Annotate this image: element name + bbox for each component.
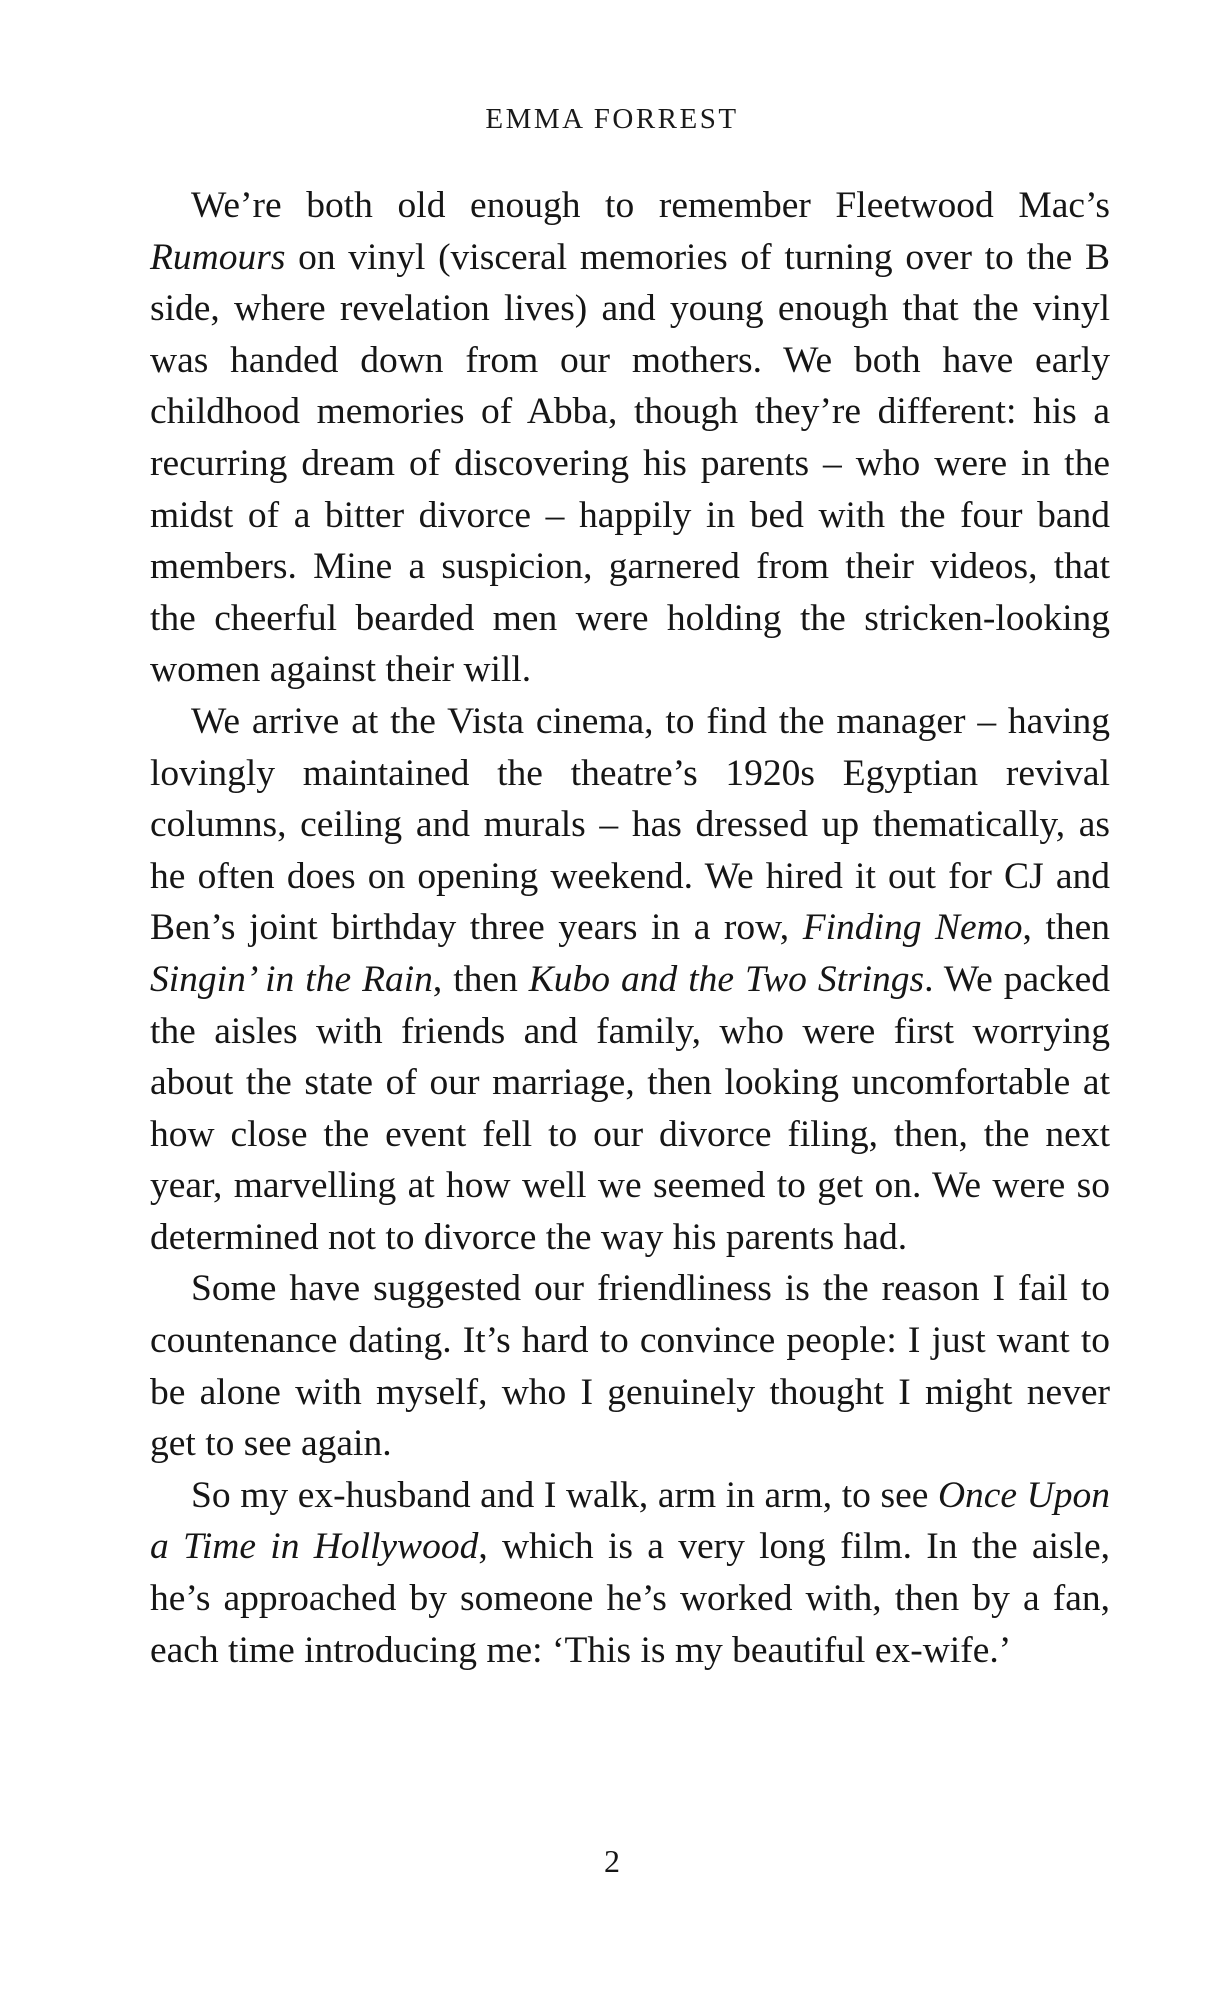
italic-title: Rumours: [150, 236, 286, 278]
text-segment: Some have suggested our friendliness is the reason I fail to countenance dating. It’s hard to convince people: I just want to be alone with myself, who I genuinely thought I might never get to see again.: [150, 1268, 1110, 1465]
italic-title: Finding Nemo: [802, 907, 1023, 949]
paragraph-4: [150, 1470, 1110, 1676]
text-segment: So my ex-husband and I walk, arm in arm, to see: [191, 1474, 938, 1516]
text-segment: on vinyl (visceral memories of turning over to the B side, where revelation lives) and young enough that the vinyl was handed down from our mothers. We both have early childhood memories of Abba, though they’re different: his a recurring dream of discovering his parents – who were in the midst of a bitter divorce – happily in bed with the four band members. Mine a suspicion, garnered from their videos, that the cheerful bearded men were holding the stricken-looking women against their will.: [150, 236, 1110, 691]
text-segment: We’re both old enough to remember Fleetwood Mac’s: [191, 185, 1110, 226]
italic-title: Singin’ in the Rain: [150, 958, 433, 1000]
body-text: [150, 180, 1110, 1676]
italic-title: Kubo and the Two Strings: [528, 958, 925, 1000]
paragraph-3: [150, 1263, 1110, 1469]
text-segment: We arrive at the Vista cinema, to find the manager – having lovingly maintained the theatre’s 1920s Egyptian revival columns, ceiling and murals – has dressed up thematically, as he often does on opening weekend. We hired it out for CJ and Ben’s joint birthday three years in a row,: [150, 700, 1110, 949]
italic-title: Once Upon a Time in Hollywood: [150, 1474, 1110, 1568]
paragraph-1: [150, 180, 1110, 696]
text-segment: , then: [1022, 907, 1111, 949]
text-segment: , then: [432, 958, 529, 1000]
paragraph-2: [150, 696, 1110, 1264]
text-segment: , which is a very long film. In the aisle, he’s approached by someone he’s worked with, then by a fan, each time introducing me: ‘This is my beautiful ex-wife.’: [150, 1526, 1110, 1671]
running-head-author: EMMA FORREST: [485, 103, 739, 135]
page-number: 2: [604, 1843, 620, 1879]
text-segment: . We packed the aisles with friends and family, who were first worrying about the state of our marriage, then looking uncomfortable at how close the event fell to our divorce filing, then, the next year, marvelling at how well we seemed to get on. We were so determined not to divorce the way his parents had.: [150, 958, 1110, 1258]
